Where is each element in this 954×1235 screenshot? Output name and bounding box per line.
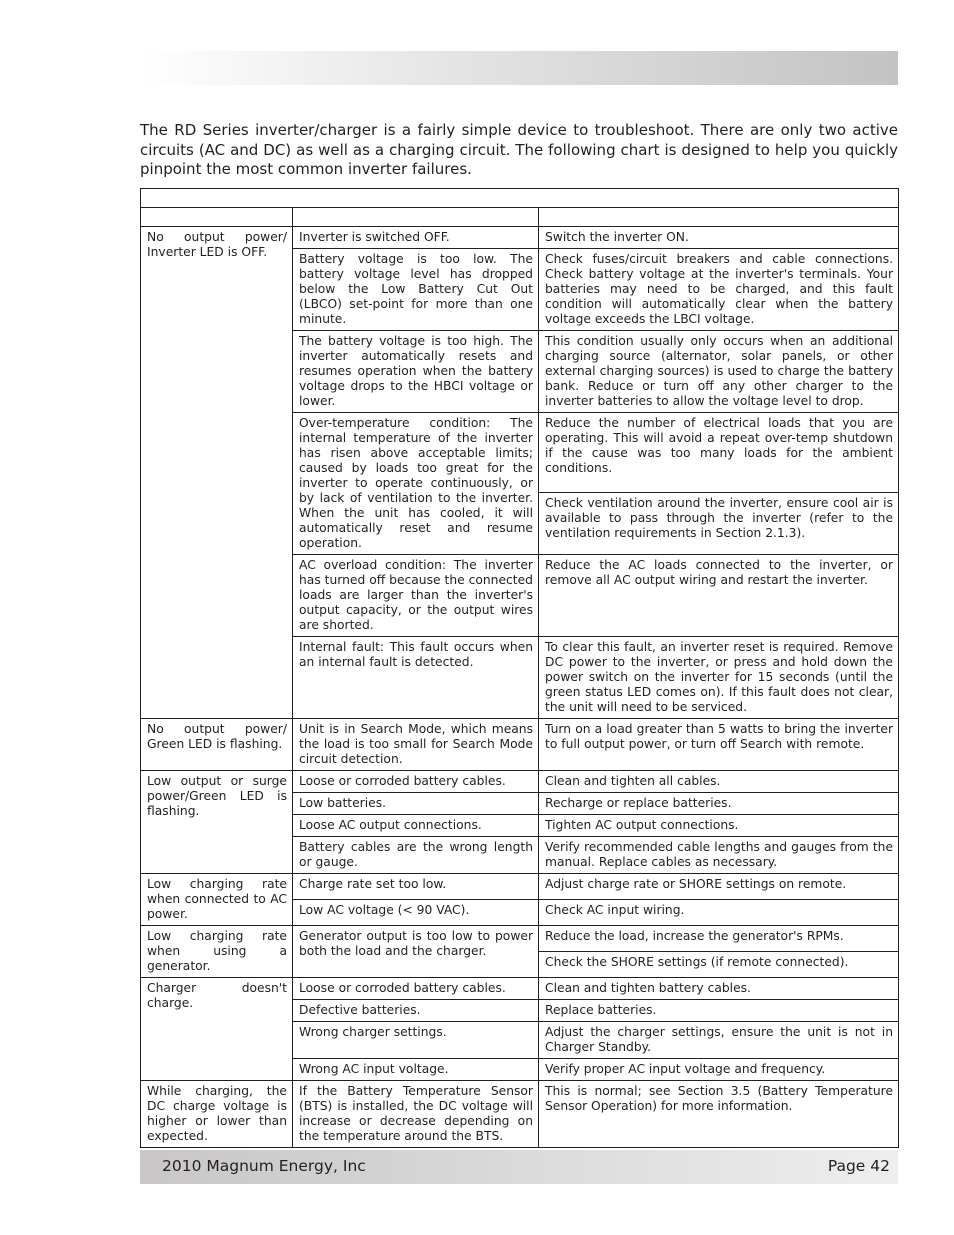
- symptom-cell: No output power/ Green LED is flashing.: [141, 719, 293, 771]
- solution-cell: Replace batteries.: [539, 1000, 899, 1022]
- symptom-cell: No output power/ Inverter LED is OFF.: [141, 227, 293, 719]
- symptom-cell: Charger doesn't charge.: [141, 978, 293, 1081]
- cause-cell: The battery voltage is too high. The inverter automatically resets and resumes operation when the battery voltage drops to the HBCI voltage or lower.: [293, 331, 539, 413]
- cause-cell: Unit is in Search Mode, which means the load is too small for Search Mode circuit detection.: [293, 719, 539, 771]
- cause-cell: Low AC voltage (< 90 VAC).: [293, 900, 539, 926]
- solution-cell: Adjust the charger settings, ensure the unit is not in Charger Standby.: [539, 1022, 899, 1059]
- header-cause: [293, 208, 539, 227]
- solution-cell: Check fuses/circuit breakers and cable connections. Check battery voltage at the inverter's terminals. Your batteries may need to be charged, and this fault condition will automatically clear when the battery voltage exceeds the LBCI voltage.: [539, 249, 899, 331]
- table-row: [141, 227, 899, 249]
- solution-cell: To clear this fault, an inverter reset is required. Remove DC power to the inverter, or press and hold down the power switch on the inverter for 15 seconds (until the green status LED comes on). If this fault does not clear, the unit will need to be serviced.: [539, 637, 899, 719]
- table-title: [141, 189, 899, 208]
- solution-cell: This is normal; see Section 3.5 (Battery Temperature Sensor Operation) for more information.: [539, 1081, 899, 1148]
- cause-cell: Low batteries.: [293, 793, 539, 815]
- solution-cell: Check ventilation around the inverter, ensure cool air is available to pass through the inverter (refer to the ventilation requirements in Section 2.1.3).: [539, 492, 899, 554]
- footer-page-number: Page 42: [827, 1157, 890, 1175]
- solution-cell: This condition usually only occurs when an additional charging source (alternator, solar panels, or other external charging sources) is used to charge the battery bank. Reduce or turn off any other charger to the inverter batteries to allow the voltage level to drop.: [539, 331, 899, 413]
- solution-cell: Verify proper AC input voltage and frequency.: [539, 1059, 899, 1081]
- cause-cell: Loose or corroded battery cables.: [293, 978, 539, 1000]
- cause-cell: Loose AC output connections.: [293, 815, 539, 837]
- troubleshooting-table: [140, 188, 899, 1148]
- table-row: [141, 978, 899, 1000]
- solution-cell: Check AC input wiring.: [539, 900, 899, 926]
- cause-cell: Wrong AC input voltage.: [293, 1059, 539, 1081]
- solution-cell: Tighten AC output connections.: [539, 815, 899, 837]
- cause-cell: AC overload condition: The inverter has turned off because the connected loads are larger than the inverter's output capacity, or the output wires are shorted.: [293, 555, 539, 637]
- solution-cell: Turn on a load greater than 5 watts to bring the inverter to full output power, or turn off Search with remote.: [539, 719, 899, 771]
- symptom-cell: Low charging rate when using a generator.: [141, 926, 293, 978]
- solution-cell: Recharge or replace batteries.: [539, 793, 899, 815]
- table-row: [141, 719, 899, 771]
- intro-paragraph: The RD Series inverter/charger is a fairly simple device to troubleshoot. There are only two active circuits (AC and DC) as well as a charging circuit. The following chart is designed to help you quickly pinpoint the most common inverter failures.: [140, 121, 898, 178]
- cause-cell: Battery voltage is too low. The battery voltage level has dropped below the Low Battery Cut Out (LBCO) set-point for more than one minute.: [293, 249, 539, 331]
- cause-cell: Defective batteries.: [293, 1000, 539, 1022]
- cause-cell: Inverter is switched OFF.: [293, 227, 539, 249]
- footer-bar: [140, 1150, 898, 1184]
- table-title-row: [141, 189, 899, 208]
- solution-cell: Verify recommended cable lengths and gauges from the manual. Replace cables as necessary.: [539, 837, 899, 874]
- cause-cell: Charge rate set too low.: [293, 874, 539, 900]
- cause-cell: If the Battery Temperature Sensor (BTS) is installed, the DC voltage will increase or decrease depending on the temperature around the BTS.: [293, 1081, 539, 1148]
- solution-cell: Clean and tighten battery cables.: [539, 978, 899, 1000]
- solution-cell: Reduce the load, increase the generator's RPMs.: [539, 926, 899, 952]
- cause-cell: Wrong charger settings.: [293, 1022, 539, 1059]
- solution-cell: Clean and tighten all cables.: [539, 771, 899, 793]
- header-band: [140, 51, 898, 85]
- cause-cell: Battery cables are the wrong length or gauge.: [293, 837, 539, 874]
- symptom-cell: Low output or surge power/Green LED is flashing.: [141, 771, 293, 874]
- header-symptom: [141, 208, 293, 227]
- cause-cell: Over-temperature condition: The internal temperature of the inverter has risen above acceptable limits; caused by loads too great for the inverter to operate continuously, or by lack of ventilation to the inverter. When the unit has cooled, it will automatically reset and resume operation.: [293, 413, 539, 555]
- footer-copyright: 2010 Magnum Energy, Inc: [162, 1157, 366, 1175]
- cause-cell: Internal fault: This fault occurs when an internal fault is detected.: [293, 637, 539, 719]
- header-solution: [539, 208, 899, 227]
- table-row: [141, 874, 899, 900]
- table-row: [141, 926, 899, 952]
- solution-cell: Check the SHORE settings (if remote connected).: [539, 952, 899, 978]
- symptom-cell: Low charging rate when connected to AC power.: [141, 874, 293, 926]
- solution-cell: Switch the inverter ON.: [539, 227, 899, 249]
- table-row: [141, 1081, 899, 1148]
- solution-cell: Reduce the AC loads connected to the inverter, or remove all AC output wiring and restart the inverter.: [539, 555, 899, 637]
- symptom-cell: While charging, the DC charge voltage is higher or lower than expected.: [141, 1081, 293, 1148]
- solution-cell: Adjust charge rate or SHORE settings on remote.: [539, 874, 899, 900]
- cause-cell: Generator output is too low to power both the load and the charger.: [293, 926, 539, 978]
- solution-cell: Reduce the number of electrical loads that you are operating. This will avoid a repeat over-temp shutdown if the cause was too many loads for the ambient conditions.: [539, 413, 899, 493]
- table-header-row: [141, 208, 899, 227]
- cause-cell: Loose or corroded battery cables.: [293, 771, 539, 793]
- table-row: [141, 771, 899, 793]
